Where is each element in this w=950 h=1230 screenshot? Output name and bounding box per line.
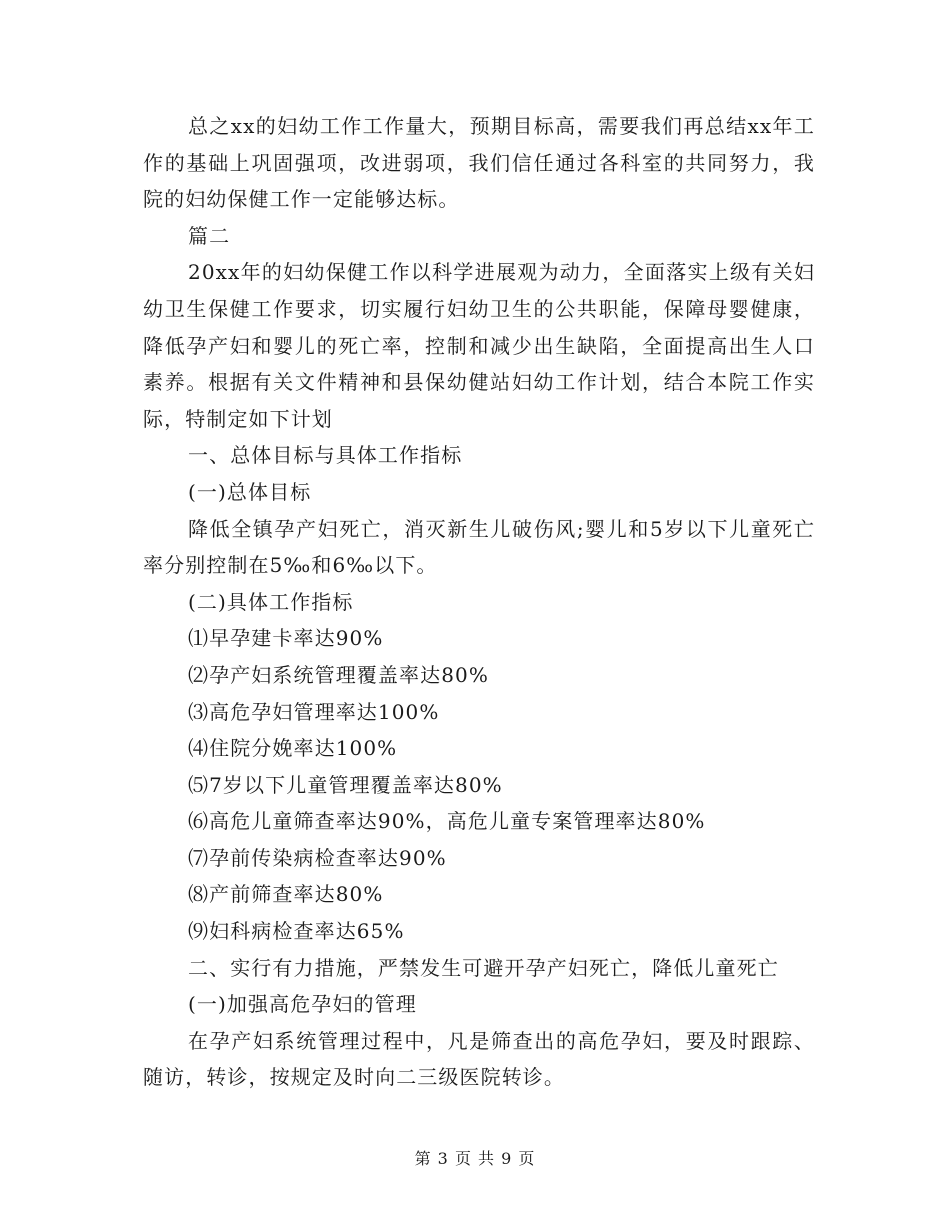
indicator-item-9: ⑼妇科病检查率达65% [188, 919, 405, 944]
subheading-overall-goal: (一)总体目标 [188, 479, 312, 504]
heading-measures: 二、实行有力措施，严禁发生可避开孕产妇死亡，降低儿童死亡 [188, 955, 779, 980]
paragraph-high-risk-detail: 在孕产妇系统管理过程中，凡是筛查出的高危孕妇，要及时跟踪、随访，转诊，按规定及时向二三级医院转诊。 [143, 1028, 815, 1090]
indicator-item-1: ⑴早孕建卡率达90% [188, 626, 384, 651]
document-body [143, 108, 815, 1096]
indicator-item-6: ⑹高危儿童筛查率达90%，高危儿童专案管理率达80% [188, 809, 706, 834]
heading-overall-goals: 一、总体目标与具体工作指标 [188, 443, 463, 468]
paragraph-intro: 20xx年的妇幼保健工作以科学进展观为动力，全面落实上级有关妇幼卫生保健工作要求，切实履行妇幼卫生的公共职能，保障母婴健康，降低孕产妇和婴儿的死亡率，控制和减少出生缺陷，全面提高出生人口素养。根据有关文件精神和县保幼健站妇幼工作计划，结合本院工作实际，特制定如下计划 [143, 260, 815, 431]
indicator-item-4: ⑷住院分娩率达100% [188, 736, 398, 761]
section-heading-part-two: 篇二 [188, 223, 231, 248]
page-number-footer: 第 3 页 共 9 页 [414, 1149, 536, 1168]
paragraph-goal-detail: 降低全镇孕产妇死亡，消灭新生儿破伤风;婴儿和5岁以下儿童死亡率分别控制在5‰和6‰以下。 [143, 516, 815, 578]
indicator-item-7: ⑺孕前传染病检查率达90% [188, 845, 447, 870]
subheading-high-risk-management: (一)加强高危孕妇的管理 [188, 992, 417, 1017]
indicator-item-3: ⑶高危孕妇管理率达100% [188, 699, 440, 724]
subheading-specific-indicators: (二)具体工作指标 [188, 589, 354, 614]
indicator-item-2: ⑵孕产妇系统管理覆盖率达80% [188, 662, 489, 687]
indicator-item-5: ⑸7岁以下儿童管理覆盖率达80% [188, 772, 503, 797]
paragraph-conclusion: 总之xx的妇幼工作工作量大，预期目标高，需要我们再总结xx年工作的基础上巩固强项，改进弱项，我们信任通过各科室的共同努力，我院的妇幼保健工作一定能够达标。 [143, 114, 815, 212]
indicator-item-8: ⑻产前筛查率达80% [188, 882, 384, 907]
